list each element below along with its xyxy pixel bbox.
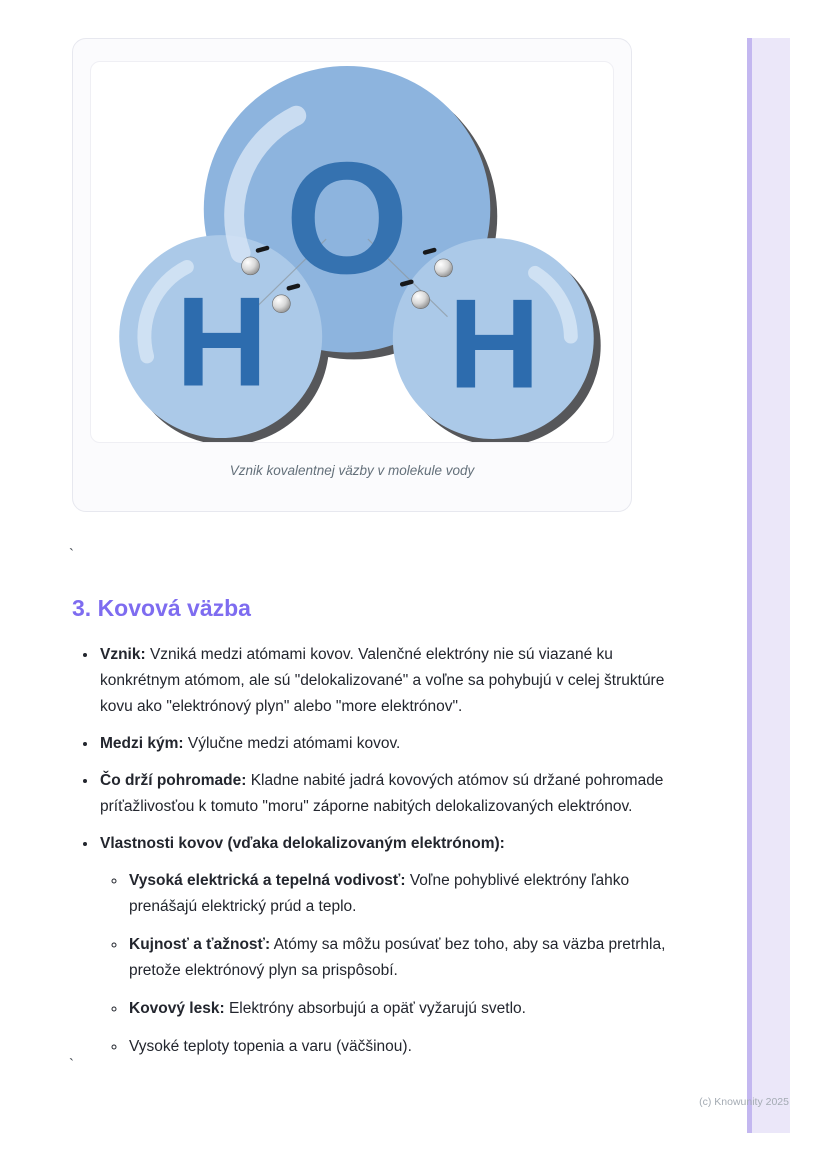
list-item-co-drzi-pohromade <box>98 768 694 820</box>
bullet-text: Výlučne medzi atómami kovov. <box>187 735 401 752</box>
bullet-text: Elektróny absorbujú a opäť vyžarujú svetlo. <box>228 1000 526 1017</box>
hydrogen-right-label: H <box>448 272 541 415</box>
list-item-teploty-topenia <box>127 1034 694 1060</box>
bullet-lead: Vznik: <box>100 646 146 663</box>
bullet-text: Vzniká medzi atómami kovov. Valenčné elektróny nie sú viazané ku konkrétnym atómom, ale sú "delokalizované" a voľne sa pohybujú v celej štruktúre kovu ako "elektrónový plyn" alebo "more elektrónov". <box>100 646 665 715</box>
right-accent-bar <box>747 38 752 1133</box>
list-item-medzi-kym <box>98 731 694 757</box>
section-heading: 3. Kovová väzba <box>72 595 251 621</box>
figure-card <box>72 38 632 512</box>
list-item-kovovy-lesk <box>127 996 694 1022</box>
bullet-lead: Kovový lesk: <box>129 1000 225 1017</box>
stray-backtick-bottom: ` <box>69 1056 74 1073</box>
oxygen-label: O <box>285 128 409 307</box>
hydrogen-left-label: H <box>175 270 268 413</box>
water-molecule-illustration <box>90 61 614 443</box>
list-item-vodivost <box>127 868 694 920</box>
bullet-lead: Medzi kým: <box>100 735 184 752</box>
figure-caption: Vznik kovalentnej väzby v molekule vody <box>229 463 475 478</box>
bullet-lead: Vlastnosti kovov (vďaka delokalizovaným elektrónom): <box>100 835 505 852</box>
bullet-text: Voľne pohyblivé elektróny ľahko prenášajú elektrický prúd a teplo. <box>129 872 630 915</box>
list-item-vznik <box>98 642 694 720</box>
bullet-text: Atómy sa môžu posúvať bez toho, aby sa väzba pretrhla, pretože elektrónový plyn sa prispôsobí. <box>129 936 666 979</box>
right-accent-panel <box>752 38 790 1133</box>
bullet-text: Kladne nabité jadrá kovových atómov sú držané pohromade príťažlivosťou k tomuto "moru" záporne nabitých delokalizovaných elektrónov. <box>100 772 664 815</box>
water-molecule-svg <box>91 62 613 442</box>
bullet-lead: Vysoká elektrická a tepelná vodivosť: <box>129 872 406 889</box>
bullet-lead: Kujnosť a ťažnosť: <box>129 936 271 953</box>
list-item-vlastnosti-kovov <box>98 831 694 1060</box>
bullet-lead: Čo drží pohromade: <box>100 772 247 789</box>
copyright-footer: (c) Knowunity 2025 <box>699 1096 789 1108</box>
stray-backtick-top: ` <box>69 546 74 563</box>
bullet-list <box>72 642 694 1071</box>
list-item-kujnost <box>127 932 694 984</box>
bullet-text: Vysoké teploty topenia a varu (väčšinou). <box>129 1038 412 1055</box>
electron <box>412 291 430 309</box>
sub-bullet-list <box>100 868 694 1060</box>
